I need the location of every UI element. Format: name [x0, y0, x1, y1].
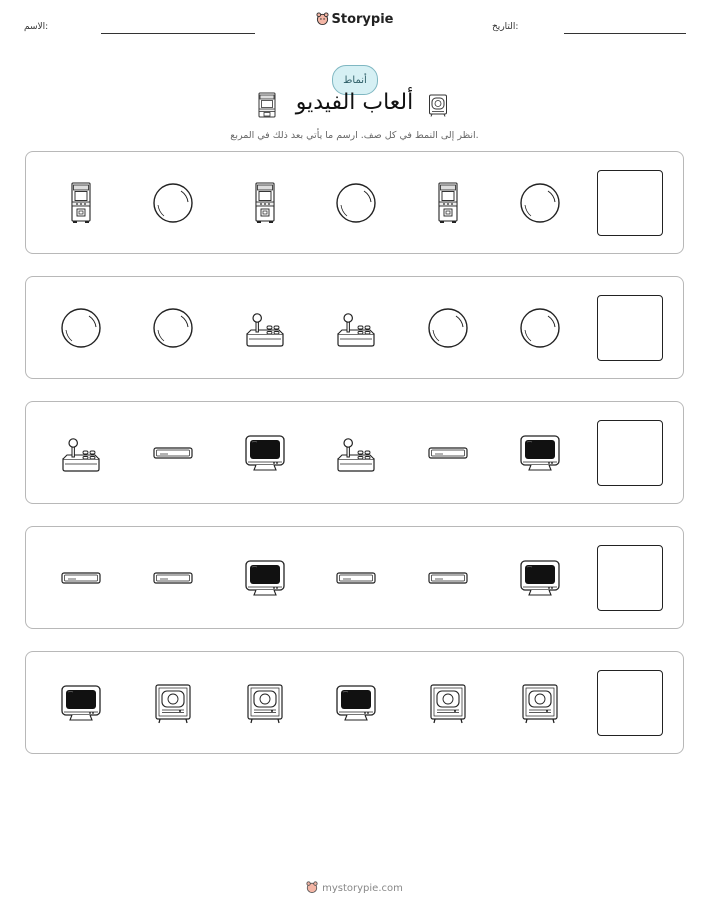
date-line[interactable]	[564, 33, 686, 34]
brand	[0, 12, 709, 27]
bubble-icon	[149, 304, 197, 352]
storypie-logo-icon	[306, 881, 318, 893]
answer-box[interactable]	[597, 545, 663, 611]
retro-tv-icon	[424, 679, 472, 727]
crt-monitor-icon	[57, 679, 105, 727]
name-line[interactable]	[101, 33, 255, 34]
pattern-row	[25, 401, 684, 504]
date-label: التاريخ:	[492, 22, 519, 32]
answer-box[interactable]	[597, 670, 663, 736]
joystick-icon	[332, 429, 380, 477]
retro-tv-icon	[149, 679, 197, 727]
footer-url: mystorypie.com	[322, 883, 403, 894]
arcade-cabinet-icon	[241, 179, 289, 227]
pattern-row	[25, 151, 684, 254]
instructions: انظر إلى النمط في كل صف. ارسم ما يأتي بعد ذلك في المربع.	[230, 130, 479, 141]
pattern-row	[25, 651, 684, 754]
answer-box[interactable]	[597, 295, 663, 361]
arcade-cabinet-icon	[424, 179, 472, 227]
bubble-icon	[516, 179, 564, 227]
joystick-icon	[332, 304, 380, 352]
cartridge-icon	[149, 554, 197, 602]
crt-monitor-icon	[516, 429, 564, 477]
joystick-icon	[57, 429, 105, 477]
cartridge-icon	[424, 429, 472, 477]
cartridge-icon	[149, 429, 197, 477]
answer-box[interactable]	[597, 170, 663, 236]
crt-monitor-icon	[332, 679, 380, 727]
retro-tv-icon	[241, 679, 289, 727]
arcade-cabinet-icon	[57, 179, 105, 227]
bubble-icon	[149, 179, 197, 227]
cartridge-icon	[424, 554, 472, 602]
retro-tv-icon	[516, 679, 564, 727]
pattern-row	[25, 526, 684, 629]
cartridge-icon	[57, 554, 105, 602]
storypie-logo-icon	[316, 12, 329, 25]
bubble-icon	[424, 304, 472, 352]
bubble-icon	[57, 304, 105, 352]
page-title: ألعاب الفيديو	[295, 90, 414, 115]
retro-tv-icon	[428, 92, 448, 118]
cartridge-icon	[332, 554, 380, 602]
joystick-icon	[241, 304, 289, 352]
footer	[0, 881, 709, 894]
crt-monitor-icon	[241, 429, 289, 477]
name-label: الاسم:	[24, 22, 49, 32]
crt-monitor-icon	[241, 554, 289, 602]
brand-name: Storypie	[331, 12, 394, 27]
pattern-row	[25, 276, 684, 379]
topic-badge: أنماط	[332, 65, 378, 95]
answer-box[interactable]	[597, 420, 663, 486]
crt-monitor-icon	[516, 554, 564, 602]
bubble-icon	[516, 304, 564, 352]
bubble-icon	[332, 179, 380, 227]
